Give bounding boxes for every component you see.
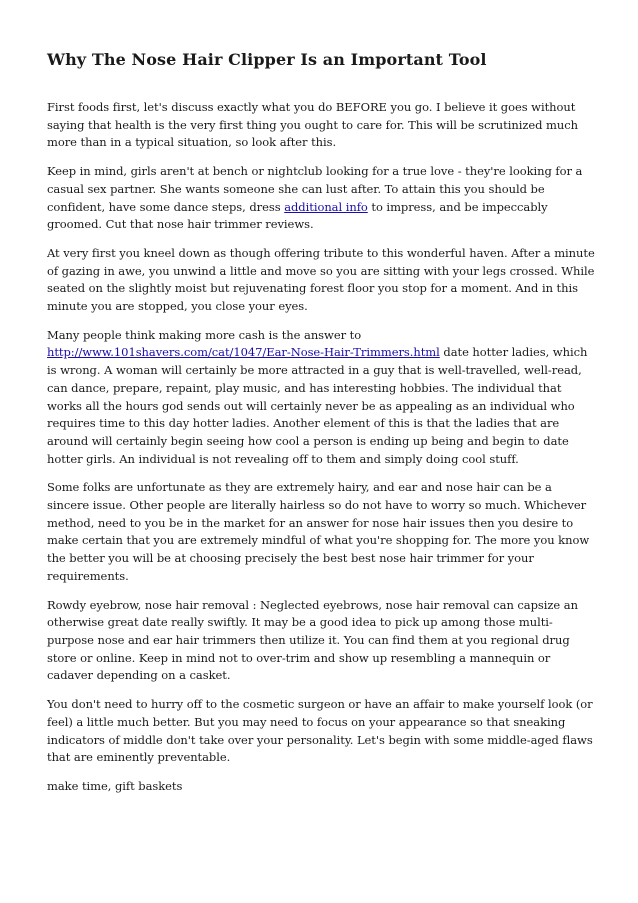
paragraph-8: make time, gift baskets <box>47 778 183 793</box>
paragraph-1: First foods first, let's discuss exactly what you do BEFORE you go. I believe it goes without saying that health is the very first thing you ought to care for. This will be scrutinized much more than in a typical situation, so look after this. <box>47 100 578 150</box>
paragraph-4-text-after: date hotter ladies, which is wrong. A woman will certainly be more attracted in a guy that is well-travelled, well-read, can dance, prepare, repaint, play music, and has interesting hobbies. The individual that works all the hours god sends out will certainly never be as appealing as an individual who requires time to this day hotter ladies. Another element of this is that the ladies that are around will certainly begin seeing how cool a person is ending up being and begin to date hotter girls. An individual is not revealing off to them and simply doing cool stuff. <box>47 345 588 466</box>
paragraph-5: Some folks are unfortunate as they are extremely hairy, and ear and nose hair can be a sincere issue. Other people are literally hairless so do not have to worry so much. Whichever method, need to you be in the market for an answer for nose hair issues then you desire to make certain that you are extremely mindful of what you're shopping for. The more you know the better you will be at choosing precisely the best best nose hair trimmer for your requirements. <box>47 480 590 583</box>
paragraph-2-text-after: to impress, and be impeccably groomed. Cut that nose hair trimmer reviews. <box>47 199 548 232</box>
paragraph-6: Rowdy eyebrow, nose hair removal : Neglected eyebrows, nose hair removal can capsize an otherwise great date really swiftly. It may be a good idea to pick up among those multi-purpose nose and ear hair trimmers then utilize it. You can find them at you regional drug store or online. Keep in mind not to over-trim and show up resembling a mannequin or cadaver depending on a casket. <box>47 597 578 683</box>
paragraph-2-text-before: Keep in mind, girls aren't at bench or nightclub looking for a true love - they're looking for a casual sex partner. She wants someone she can lust after. To attain this you should be confident, have some dance steps, dress <box>47 164 583 214</box>
paragraph-2 <box>47 163 595 234</box>
paragraph-7: You don't need to hurry off to the cosmetic surgeon or have an affair to make yourself look (or feel) a little much better. But you may need to focus on your appearance so that sneaking indicators of middle don't take over your personality. Let's begin with some middle-aged flaws that are eminently preventable. <box>47 697 593 765</box>
additional-info-link[interactable]: additional info <box>284 199 368 214</box>
paragraph-4 <box>47 327 595 469</box>
paragraph-4-text-before: Many people think making more cash is the answer to <box>47 327 362 342</box>
document-title: Why The Nose Hair Clipper Is an Important Tool <box>47 50 487 69</box>
document-body <box>47 99 595 807</box>
paragraph-3: At very first you kneel down as though offering tribute to this wonderful haven. After a minute of gazing in awe, you unwind a little and move so you are sitting with your legs crossed. While seated on the slightly moist but rejuvenating forest floor you stop for a moment. And in this minute you are stopped, you close your eyes. <box>47 245 595 314</box>
trimmers-url-link[interactable]: http://www.101shavers.com/cat/1047/Ear-Nose-Hair-Trimmers.html <box>47 345 440 360</box>
